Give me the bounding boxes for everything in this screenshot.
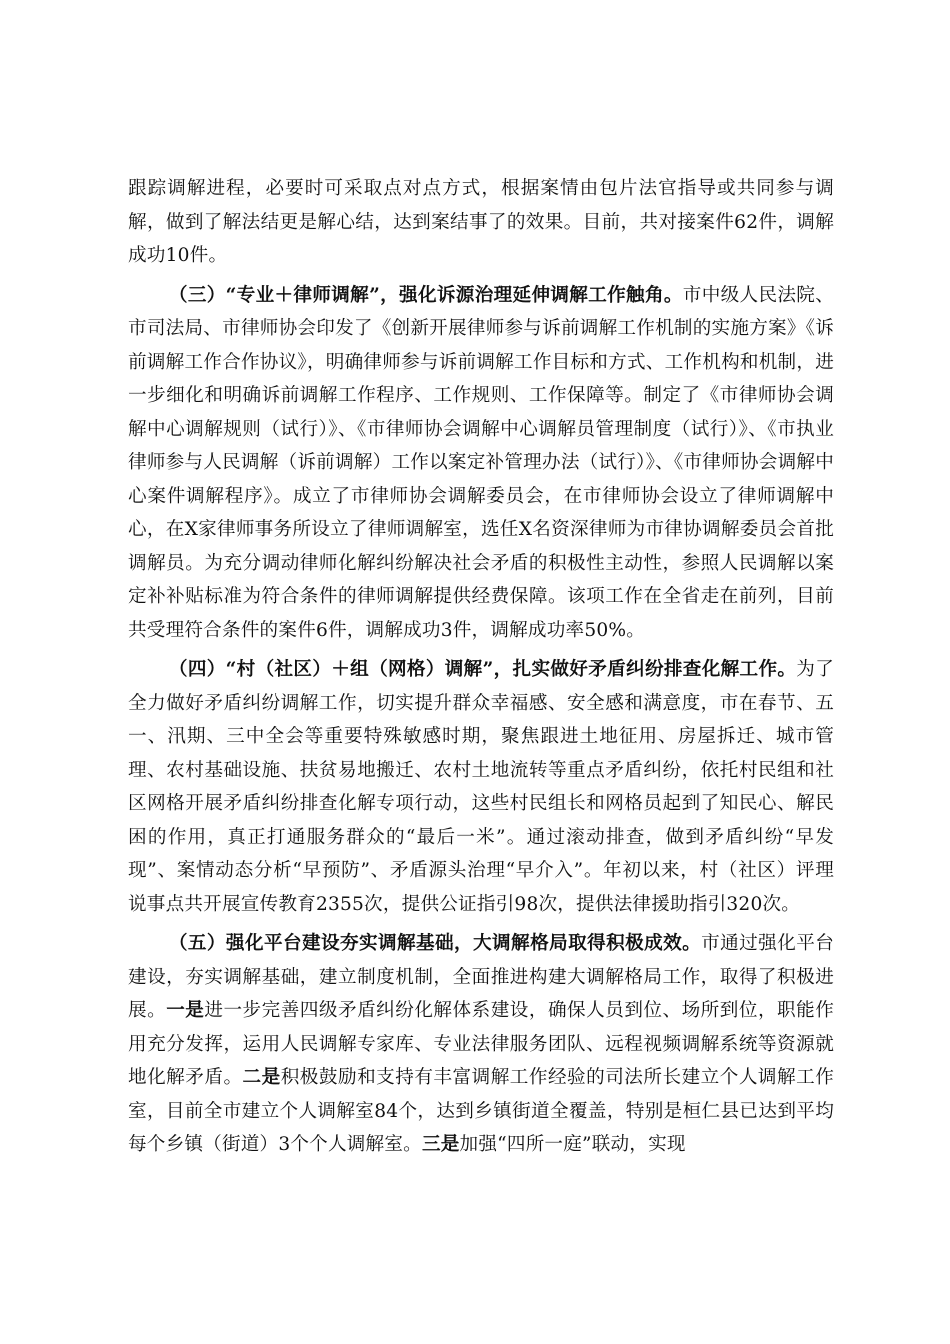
body-text-run: 跟踪调解进程，必要时可采取点对点方式，根据案情由包片法官指导或共同参与调解，做到了解法结更是解心结，达到案结事了的效果。目前，共对接案件62件，调解成功10件。 [128, 178, 834, 266]
section-heading: （五）强化平台建设夯实调解基础，大调解格局取得积极成效。 [168, 933, 702, 954]
body-text-run: 市通过强化平台建设，夯实调解基础，建立制度机制，全面推进构建大调解格局工作，取得了积极进展。 [128, 933, 835, 1021]
body-text-run: 为了全力做好矛盾纠纷调解工作，切实提升群众幸福感、安全感和满意度，市在春节、五一、汛期、三中全会等重要特殊敏感时期，聚焦跟进土地征用、房屋拆迁、城市管理、农村基础设施、扶贫易地搬迁、农村土地流转等重点矛盾纠纷，依托村民组和社区网格开展矛盾纠纷排查化解专项行动，这些村民组长和网格员起到了知民心、解民困的作用，真正打通服务群众的“最后一米”。通过滚动排查，做到矛盾纠纷“早发现”、案情动态分析“早预防”、矛盾源头治理“早介入”。年初以来，村（社区）评理说事点共开展宣传教育2355次，提供公证指引98次，提供法律援助指引320次。 [128, 659, 834, 915]
body-text-run: 加强“四所一庭”联动，实现 [459, 1134, 686, 1155]
paragraph-section-4 [128, 653, 834, 921]
paragraph-section-3 [128, 279, 834, 648]
paragraph-section-5 [128, 927, 834, 1162]
point-lead-1: 一是 [166, 1000, 205, 1021]
body-text-run: 进一步完善四级矛盾纠纷化解体系建设，确保人员到位、场所到位，职能作用充分发挥，运用人民调解专家库、专业法律服务团队、远程视频调解系统等资源就地化解矛盾。 [128, 1000, 835, 1088]
section-heading: （三）“专业＋律师调解”，强化诉源治理延伸调解工作触角。 [168, 284, 683, 306]
point-lead-3: 三是 [421, 1134, 460, 1155]
body-text-run: 积极鼓励和支持有丰富调解工作经验的司法所长建立个人调解工作室，目前全市建立个人调解室84个，达到乡镇街道全覆盖，特别是桓仁县已达到平均每个乡镇（街道）3个个人调解室。 [128, 1067, 834, 1155]
point-lead-2: 二是 [242, 1067, 281, 1088]
body-text [128, 172, 834, 1168]
section-heading: （四）“村（社区）＋组（网格）调解”，扎实做好矛盾纠纷排查化解工作。 [168, 659, 797, 680]
body-text-run: 市中级人民法院、市司法局、市律师协会印发了《创新开展律师参与诉前调解工作机制的实施方案》《诉前调解工作合作协议》，明确律师参与诉前调解工作目标和方式、工作机构和机制，进一步细化和明确诉前调解工作程序、工作规则、工作保障等。制定了《市律师协会调解中心调解规则（试行）》、《市律师协会调解中心调解员管理制度（试行）》、《市执业律师参与人民调解（诉前调解）工作以案定补管理办法（试行）》、《市律师协会调解中心案件调解程序》。成立了市律师协会调解委员会，在市律师协会设立了律师调解中心，在X家律师事务所设立了律师调解室，选任X名资深律师为市律协调解委员会首批调解员。为充分调动律师化解纠纷解决社会矛盾的积极性主动性，参照人民调解以案定补补贴标准为符合条件的律师调解提供经费保障。该项工作在全省走在前列，目前共受理符合条件的案件6件，调解成功3件，调解成功率50%。 [128, 284, 834, 641]
paragraph-continuation [128, 172, 834, 273]
